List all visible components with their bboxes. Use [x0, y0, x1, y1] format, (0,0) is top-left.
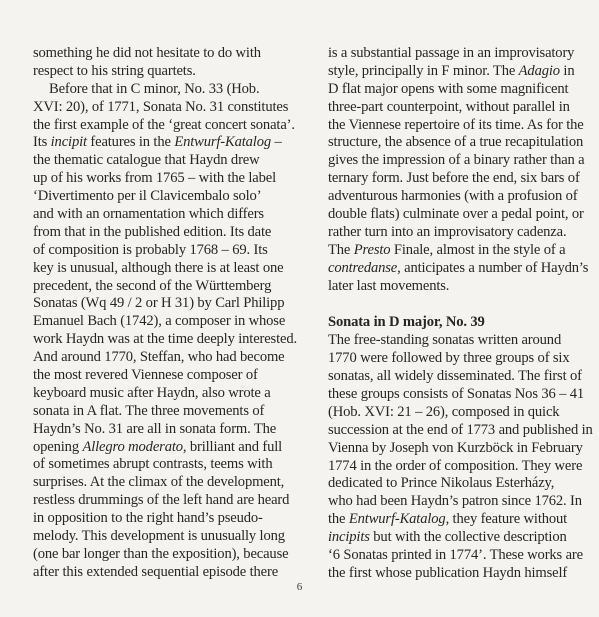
text-line	[33, 242, 301, 260]
text-line	[328, 170, 590, 188]
text-line	[328, 493, 590, 511]
text-line	[328, 206, 590, 224]
text-run: adventurous harmonies (with a profusion of	[328, 188, 578, 205]
text-line	[328, 440, 590, 458]
text-line	[33, 313, 301, 331]
text-line	[328, 458, 590, 476]
text-line	[33, 546, 301, 564]
text-run: melody. This development is unusually long	[33, 528, 285, 545]
text-run: succession at the end of 1773 and published in	[328, 421, 593, 438]
text-run: –	[271, 134, 282, 151]
text-line	[33, 99, 301, 117]
text-run: ‘Divertimento per il Clavicembalo solo’	[33, 188, 262, 205]
text-line	[328, 117, 590, 135]
text-run: opening	[33, 438, 83, 455]
text-line	[328, 350, 590, 368]
text-run: after this extended sequential episode there	[33, 563, 279, 580]
text-run: Its	[33, 134, 51, 151]
text-line	[33, 528, 301, 546]
text-run: , they feature without	[445, 511, 568, 528]
italic-term: incipit	[50, 134, 87, 151]
text-run: from that in the published edition. Its date	[33, 223, 272, 240]
text-run: three-part counterpoint, without parallel in	[328, 98, 570, 115]
text-run: (Hob. XVI: 21 – 26), composed in quick	[328, 403, 560, 420]
text-run: XVI: 20), of 1771, Sonata No. 31 constitutes	[33, 98, 289, 115]
text-run: later last movements.	[328, 277, 450, 294]
text-run: dedicated to Prince Nikolaus Esterházy,	[328, 475, 555, 492]
text-run: of composition is probably 1768 – 69. Its	[33, 241, 268, 258]
text-line	[328, 368, 590, 386]
text-run: these groups consists of Sonatas Nos 36 – 41	[328, 386, 585, 403]
text-run: Before that in C minor, No. 33 (Hob.	[49, 80, 260, 97]
text-run: of sometimes abrupt contrasts, teems with	[33, 456, 273, 473]
text-line	[33, 385, 301, 403]
text-line	[328, 260, 590, 278]
text-run: the Viennese repertoire of its time. As for the	[328, 116, 584, 133]
text-run: Haydn’s No. 31 are all in sonata form. The	[33, 420, 277, 437]
text-line	[33, 474, 301, 492]
text-line	[33, 456, 301, 474]
text-run: Emanuel Bach (1742), a composer in whose	[33, 313, 286, 330]
text-line	[328, 529, 590, 547]
text-line	[328, 421, 593, 440]
text-line	[33, 278, 301, 296]
text-line	[33, 439, 301, 457]
text-run: Finale, almost in the style of a	[390, 241, 566, 258]
text-line	[33, 224, 301, 242]
text-line	[328, 475, 590, 493]
text-run: rather turn into an improvisatory cadenza.	[328, 223, 567, 240]
text-line	[33, 564, 301, 582]
italic-term: Entwurf-Katalog	[348, 511, 446, 528]
text-run: the	[328, 511, 349, 528]
text-line	[33, 492, 301, 510]
text-line	[33, 403, 301, 421]
text-line	[33, 349, 301, 367]
left-column	[33, 45, 301, 582]
text-line	[328, 152, 590, 170]
text-run: double flats) culminate over a pedal point, or	[328, 206, 584, 223]
text-run: precedent, the second of the Württemberg	[33, 277, 272, 294]
text-run: ternary form. Just before the end, six bars of	[328, 170, 580, 187]
text-run: keyboard music after Haydn, also wrote a	[33, 384, 271, 401]
right-column-text-2	[328, 332, 593, 582]
text-run: the most revered Viennese composer of	[33, 367, 258, 384]
text-run: features in the	[86, 134, 175, 151]
page-number: 6	[296, 581, 303, 593]
text-run: style, principally in F minor. The	[328, 62, 519, 79]
text-line	[328, 224, 590, 242]
text-line	[328, 242, 590, 260]
text-run: And around 1770, Steffan, who had become	[33, 349, 285, 366]
text-line	[328, 81, 590, 99]
text-run: and with an ornamentation which differs	[33, 206, 264, 223]
italic-term: Presto	[353, 241, 391, 258]
text-run: gives the impression of a binary rather than a	[328, 152, 585, 169]
text-run: respect to his string quartets.	[33, 62, 196, 79]
italic-term: contredanse	[328, 259, 398, 276]
section-gap	[328, 295, 590, 314]
text-run: The	[328, 241, 354, 258]
text-run: the first whose publication Haydn himself	[328, 564, 568, 581]
right-column	[328, 45, 593, 583]
text-run: The free-standing sonatas written around	[328, 332, 562, 349]
text-run: Sonatas (Wq 49 / 2 or H 31) by Carl Philipp	[33, 295, 285, 312]
text-run: (one bar longer than the exposition), because	[33, 545, 289, 562]
text-line	[328, 332, 590, 350]
text-run: in	[559, 62, 575, 79]
text-run: is a substantial passage in an improvisatory	[328, 45, 575, 61]
italic-term: Allegro moderato	[82, 438, 183, 455]
text-run: restless drummings of the left hand are heard	[33, 492, 290, 509]
text-line	[328, 134, 590, 152]
text-run: ‘6 Sonatas printed in 1774’. These works are	[328, 547, 583, 564]
text-run: the first example of the ‘great concert sonata’.	[33, 116, 295, 133]
text-run: but with the collective description	[369, 529, 567, 546]
text-line	[33, 170, 301, 188]
section-heading: Sonata in D major, No. 39	[328, 314, 485, 331]
text-line	[328, 99, 590, 117]
text-run: the thematic catalogue that Haydn drew	[33, 152, 260, 169]
text-line	[33, 63, 301, 81]
text-line	[328, 278, 590, 296]
text-run: Vienna by Joseph von Kurzböck in February	[328, 439, 583, 456]
text-run: up of his works from 1765 – with the label	[33, 170, 276, 187]
text-run: , brilliant and full	[182, 438, 283, 455]
text-line	[33, 45, 301, 63]
text-line	[33, 421, 301, 439]
text-run: something he did not hesitate to do with	[33, 45, 261, 61]
text-run: who had been Haydn’s patron since 1762. In	[328, 493, 582, 510]
text-line	[328, 45, 590, 63]
text-run: , anticipates a number of Haydn’s	[397, 259, 589, 276]
text-line	[328, 188, 590, 206]
text-run: sonatas, all widely disseminated. The first of	[328, 368, 582, 385]
text-line	[328, 63, 590, 81]
text-run: D flat major opens with some magnificent	[328, 80, 569, 97]
text-line	[33, 367, 301, 385]
text-run: 1770 were followed by three groups of six	[328, 350, 570, 367]
text-line	[328, 386, 590, 404]
text-line	[33, 331, 301, 349]
text-run: surprises. At the climax of the development,	[33, 474, 285, 491]
text-line	[33, 188, 301, 206]
text-line	[33, 81, 301, 99]
italic-term: Entwurf-Katalog	[174, 134, 271, 151]
text-run: in opposition to the right hand’s pseudo-	[33, 510, 263, 527]
text-run: key is unusual, although there is at least one	[33, 259, 284, 276]
text-run: sonata in A flat. The three movements of	[33, 402, 265, 419]
text-line	[328, 511, 590, 529]
text-line	[33, 117, 301, 135]
text-run: 1774 in the order of composition. They were	[328, 457, 583, 474]
text-line	[328, 547, 590, 565]
italic-term: Adagio	[518, 62, 560, 79]
right-column-text-1	[328, 45, 590, 295]
text-line	[328, 404, 590, 422]
text-run: work Haydn was at the time deeply interested.	[33, 331, 297, 348]
text-line	[33, 260, 301, 278]
italic-term: incipits	[328, 529, 370, 546]
text-line	[33, 152, 301, 170]
text-run: structure, the absence of a true recapitulation	[328, 134, 584, 151]
text-line	[33, 295, 301, 313]
text-line	[33, 206, 301, 224]
text-line	[33, 134, 301, 152]
text-line	[33, 510, 301, 528]
